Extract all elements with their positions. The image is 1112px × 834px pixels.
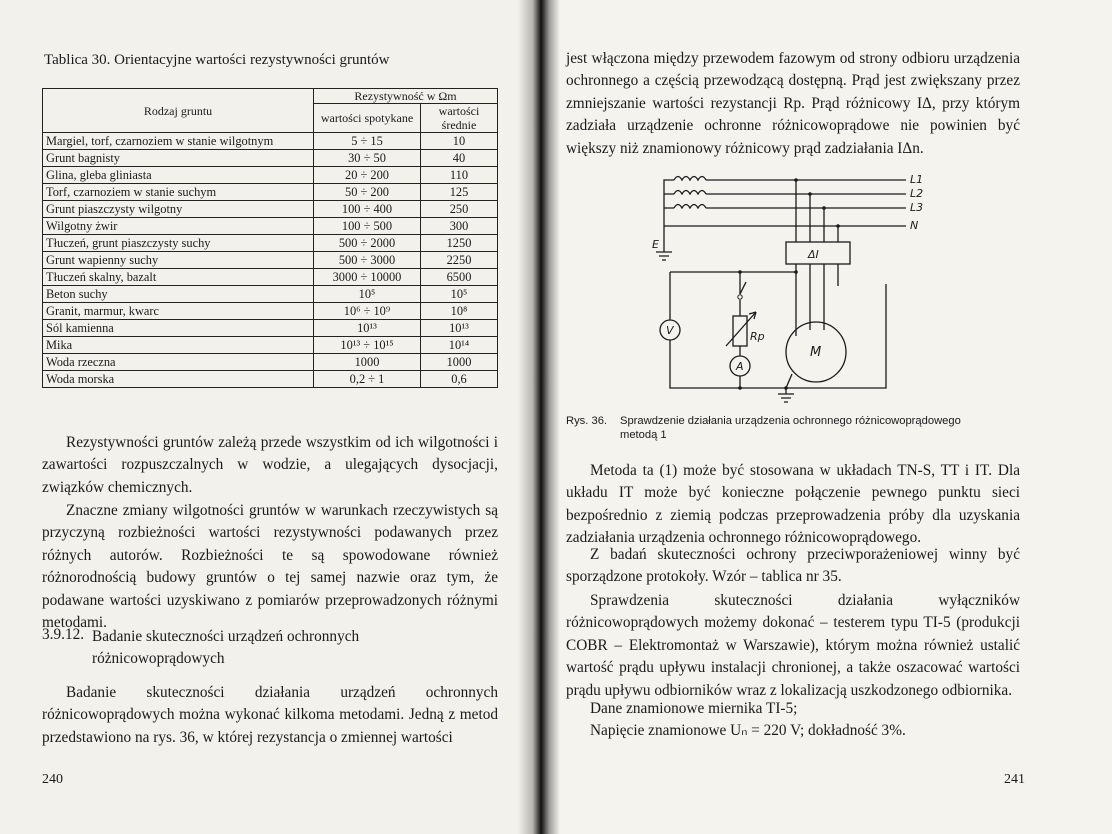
section-title: Badanie skuteczności urządzeń ochronnych różnicowoprądowych [92, 628, 360, 667]
table-row [43, 235, 498, 252]
typical-value-cell: 20 ÷ 200 [314, 167, 421, 184]
soil-type-cell: Woda morska [43, 371, 314, 388]
soil-type-cell: Granit, marmur, kwarc [43, 303, 314, 320]
paragraph-ti5-tester: Sprawdzenia skuteczności działania wyłączników różnicowoprądowych możemy dokonać – testerem typu TI-5 (produkcji COBR – Elektromontaż w Warszawie), którym można również ustalić wartość prądu upływu instalacji chronionej, a także oszacować wartości prądu upływu odbiorników wraz z lokalizacją uszkodzonego odbiornika. [566, 592, 1020, 699]
typical-value-cell: 5 ÷ 15 [314, 133, 421, 150]
label-l1: L1 [910, 173, 924, 186]
label-l2: L2 [910, 187, 924, 200]
typical-value-cell: 0,2 ÷ 1 [314, 371, 421, 388]
typical-value-cell: 500 ÷ 3000 [314, 252, 421, 269]
typical-value-cell: 1000 [314, 354, 421, 371]
switch-contact [740, 282, 746, 294]
average-value-cell: 10¹⁴ [421, 337, 498, 354]
page-number-left: 240 [42, 772, 63, 787]
typical-value-cell: 10⁶ ÷ 10⁹ [314, 303, 421, 320]
table-row [43, 252, 498, 269]
label-v: V [666, 324, 674, 337]
soil-type-cell: Woda rzeczna [43, 354, 314, 371]
soil-type-cell: Wilgotny żwir [43, 218, 314, 235]
table-row [43, 320, 498, 337]
paragraph-soil-variation: Znaczne zmiany wilgotności gruntów w warunkach rzeczywistych są przyczyną rozbieżności wartości rezystywności podawanych przez różnych autorów. Rozbieżności te są spowodowane również różnorodnością budowy gruntów o tej samej nazwie oraz tym, że podawane wartości uzyskiwano z pomiarów przeprowadzonych różnymi metodami. [42, 502, 498, 632]
rcd-test-circuit-diagram [640, 166, 940, 410]
book-gutter [518, 0, 560, 834]
average-value-cell: 40 [421, 150, 498, 167]
table-row [43, 201, 498, 218]
label-rp: Rp [750, 330, 765, 343]
table-row [43, 286, 498, 303]
line-rated-voltage: Napięcie znamionowe Uₙ = 220 V; dokładność 3%. [590, 722, 906, 739]
table-row [43, 337, 498, 354]
average-value-cell: 250 [421, 201, 498, 218]
coil-l2 [674, 191, 706, 195]
table-row [43, 354, 498, 371]
load-earth-symbol [778, 388, 794, 402]
table-row [43, 133, 498, 150]
coil-l1 [674, 177, 706, 181]
average-value-cell: 10⁸ [421, 303, 498, 320]
soil-type-cell: Beton suchy [43, 286, 314, 303]
average-value-cell: 1000 [421, 354, 498, 371]
paragraph-soil-dependence: Rezystywności gruntów zależą przede wszystkim od ich wilgotności i zawartości rozpuszczalnych w wodzie, a ulegających dysocjacji, związków chemicznych. [42, 434, 498, 496]
soil-type-cell: Grunt piaszczysty wilgotny [43, 201, 314, 218]
coil-l3 [674, 205, 706, 209]
label-l3: L3 [910, 201, 924, 214]
typical-value-cell: 100 ÷ 400 [314, 201, 421, 218]
average-value-cell: 10¹³ [421, 320, 498, 337]
average-value-cell: 2250 [421, 252, 498, 269]
average-value-cell: 300 [421, 218, 498, 235]
figure-caption [566, 414, 1006, 442]
soil-type-cell: Mika [43, 337, 314, 354]
caption-text-2: metodą 1 [620, 429, 667, 441]
table-row [43, 303, 498, 320]
label-delta-i: ΔI [808, 248, 819, 261]
average-value-cell: 0,6 [421, 371, 498, 388]
table-row [43, 184, 498, 201]
header-average-values: wartości średnie [421, 104, 498, 133]
header-resistivity: Rezystywność w Ωm [314, 89, 498, 104]
typical-value-cell: 500 ÷ 2000 [314, 235, 421, 252]
typical-value-cell: 10¹³ ÷ 10¹⁵ [314, 337, 421, 354]
header-typical-values: wartości spotykane [314, 104, 421, 133]
typical-value-cell: 3000 ÷ 10000 [314, 269, 421, 286]
table-row [43, 269, 498, 286]
label-m: M [810, 345, 822, 360]
soil-type-cell: Sól kamienna [43, 320, 314, 337]
table-row [43, 150, 498, 167]
table-row [43, 167, 498, 184]
resistivity-table [42, 88, 498, 388]
typical-value-cell: 10¹³ [314, 320, 421, 337]
caption-text-1: Sprawdzenie działania urządzenia ochronnego różnicowoprądowego [620, 415, 961, 427]
soil-type-cell: Margiel, torf, czarnoziem w stanie wilgotnym [43, 133, 314, 150]
paragraph-rcd-methods: Badanie skuteczności działania urządzeń ochronnych różnicowoprądowych można wykonać kilkoma metodami. Jedną z metod przedstawiono na rys. 36, w której rezystancja o zmiennej wartości [42, 684, 498, 746]
label-e: E [652, 238, 659, 251]
soil-type-cell: Grunt wapienny suchy [43, 252, 314, 269]
paragraph-protocols: Z badań skuteczności ochrony przeciwporażeniowej winny być sporządzone protokoły. Wzór – tablica nr 35. [566, 546, 1020, 586]
soil-type-cell: Glina, gleba gliniasta [43, 167, 314, 184]
star-point [664, 180, 674, 226]
paragraph-rp-description: jest włączona między przewodem fazowym od strony odbioru urządzenia ochronnego a częścią przewodzącą dostępną. Prąd jest zwiększany przez zmniejszanie wartości rezystancji Rp. Prąd różnicowy IΔ, przy którym zadziała urządzenie ochronne różnicowoprądowe nie powinien być większy niż znamionowy różnicowy prąd zadziałania IΔn. [566, 50, 1020, 157]
table-row [43, 371, 498, 388]
average-value-cell: 125 [421, 184, 498, 201]
average-value-cell: 10⁵ [421, 286, 498, 303]
average-value-cell: 110 [421, 167, 498, 184]
header-soil-type: Rodzaj gruntu [43, 89, 314, 133]
line-rated-data: Dane znamionowe miernika TI-5; [590, 700, 798, 717]
page-number-right: 241 [1004, 772, 1025, 787]
table-body [43, 133, 498, 388]
average-value-cell: 10 [421, 133, 498, 150]
soil-type-cell: Torf, czarnoziem w stanie suchym [43, 184, 314, 201]
table-title: Tablica 30. Orientacyjne wartości rezystywności gruntów [44, 52, 390, 68]
label-n: N [910, 219, 919, 232]
typical-value-cell: 10⁵ [314, 286, 421, 303]
paragraph-method-applicability: Metoda ta (1) może być stosowana w układach TN-S, TT i IT. Dla układu IT może być konieczne połączenie pewnego punktu sieci bezpośrednio z ziemią podczas przeprowadzenia próby dla uzyskania zadziałania urządzenia ochronnego różnicowoprądowego. [566, 462, 1020, 547]
typical-value-cell: 100 ÷ 500 [314, 218, 421, 235]
left-page [0, 0, 540, 834]
soil-type-cell: Grunt bagnisty [43, 150, 314, 167]
typical-value-cell: 50 ÷ 200 [314, 184, 421, 201]
table-row [43, 218, 498, 235]
section-number: 3.9.12. [42, 626, 85, 643]
average-value-cell: 1250 [421, 235, 498, 252]
average-value-cell: 6500 [421, 269, 498, 286]
rcd-feed-lines [796, 180, 838, 242]
soil-type-cell: Tłuczeń skalny, bazalt [43, 269, 314, 286]
soil-type-cell: Tłuczeń, grunt piaszczysty suchy [43, 235, 314, 252]
label-a: A [736, 360, 744, 373]
typical-value-cell: 30 ÷ 50 [314, 150, 421, 167]
caption-label: Rys. 36. [566, 415, 608, 427]
